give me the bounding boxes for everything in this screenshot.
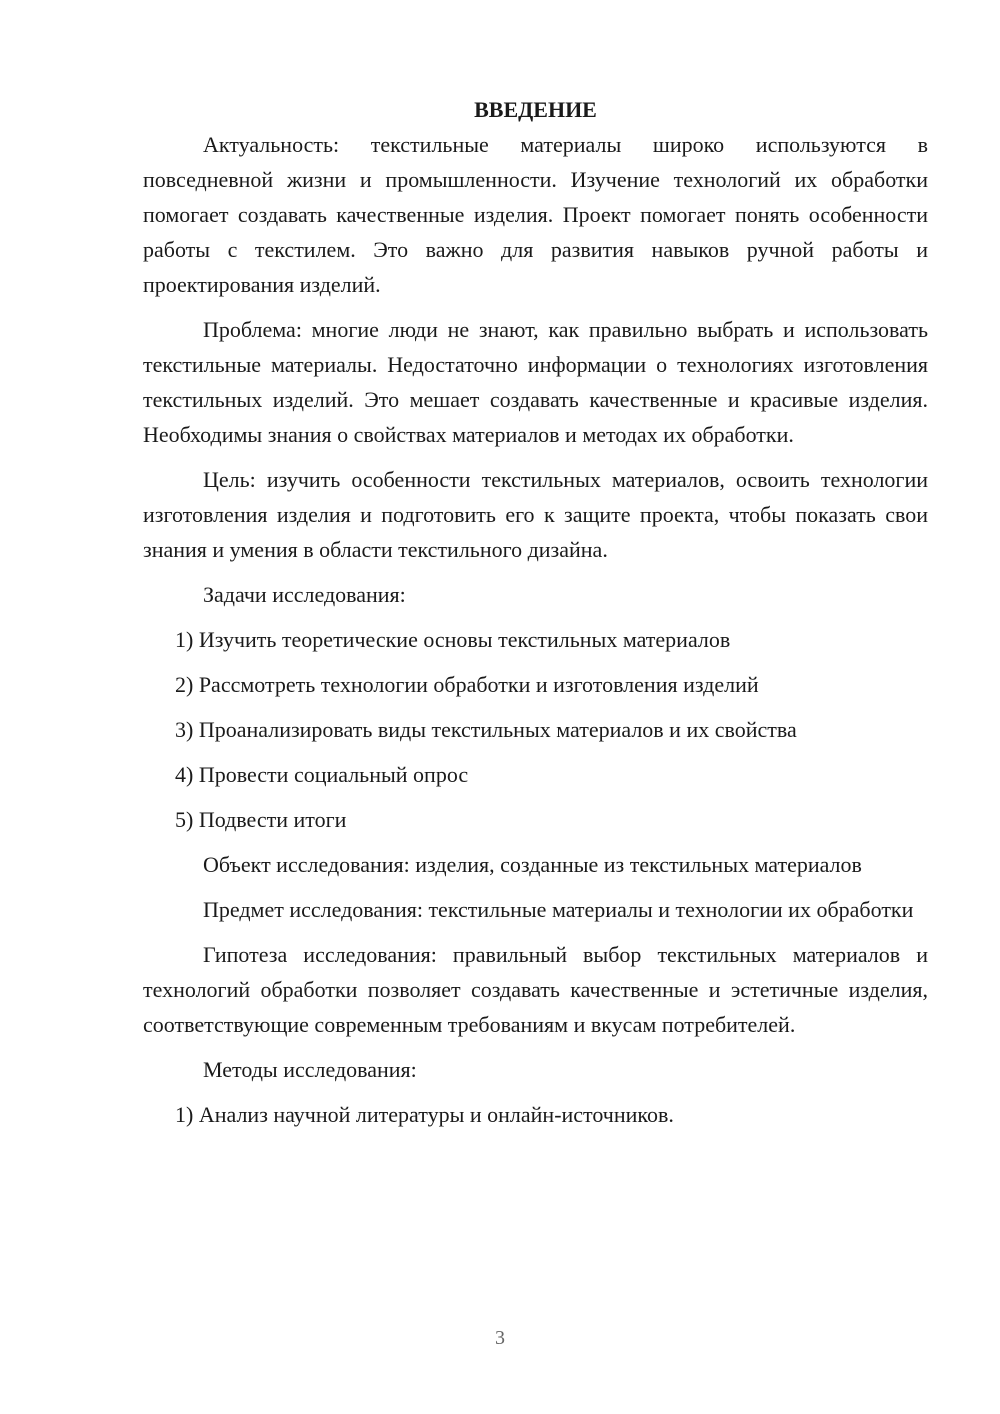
problem-paragraph: Проблема: многие люди не знают, как правильно выбрать и использовать текстильные материалы. Недостаточно информации о технологиях изготовления текстильных изделий. Это мешает создавать качественные и красивые изделия. Необходимы знания о свойствах материалов и методах их обработки. — [143, 317, 928, 447]
list-item: 1) Анализ научной литературы и онлайн-источников. — [175, 1102, 674, 1127]
list-item: 5) Подвести итоги — [175, 807, 347, 832]
page-title: ВВЕДЕНИЕ — [474, 97, 597, 122]
methods-list — [143, 1097, 928, 1132]
relevance-paragraph: Актуальность: текстильные материалы широко используются в повседневной жизни и промышленности. Изучение технологий их обработки помогает создавать качественные изделия. Проект помогает понять особенности работы с текстилем. Это важно для развития навыков ручной работы и проектирования изделий. — [143, 132, 928, 297]
document-page — [143, 92, 928, 1142]
list-item: 4) Провести социальный опрос — [175, 762, 469, 787]
tasks-heading: Задачи исследования: — [203, 582, 406, 607]
hypothesis-paragraph: Гипотеза исследования: правильный выбор текстильных материалов и технологий обработки позволяет создавать качественные и эстетичные изделия, соответствующие современным требованиям и вкусам потребителей. — [143, 942, 928, 1037]
list-item: 1) Изучить теоретические основы текстильных материалов — [175, 627, 731, 652]
list-item: 2) Рассмотреть технологии обработки и изготовления изделий — [175, 672, 759, 697]
page-number: 3 — [495, 1327, 505, 1349]
list-item: 3) Проанализировать виды текстильных материалов и их свойства — [175, 717, 797, 742]
tasks-list — [143, 622, 928, 837]
methods-heading: Методы исследования: — [203, 1057, 417, 1082]
subject-paragraph: Предмет исследования: текстильные материалы и технологии их обработки — [203, 897, 914, 922]
goal-paragraph: Цель: изучить особенности текстильных материалов, освоить технологии изготовления изделия и подготовить его к защите проекта, чтобы показать свои знания и умения в области текстильного дизайна. — [143, 467, 928, 562]
object-paragraph: Объект исследования: изделия, созданные из текстильных материалов — [203, 852, 862, 877]
